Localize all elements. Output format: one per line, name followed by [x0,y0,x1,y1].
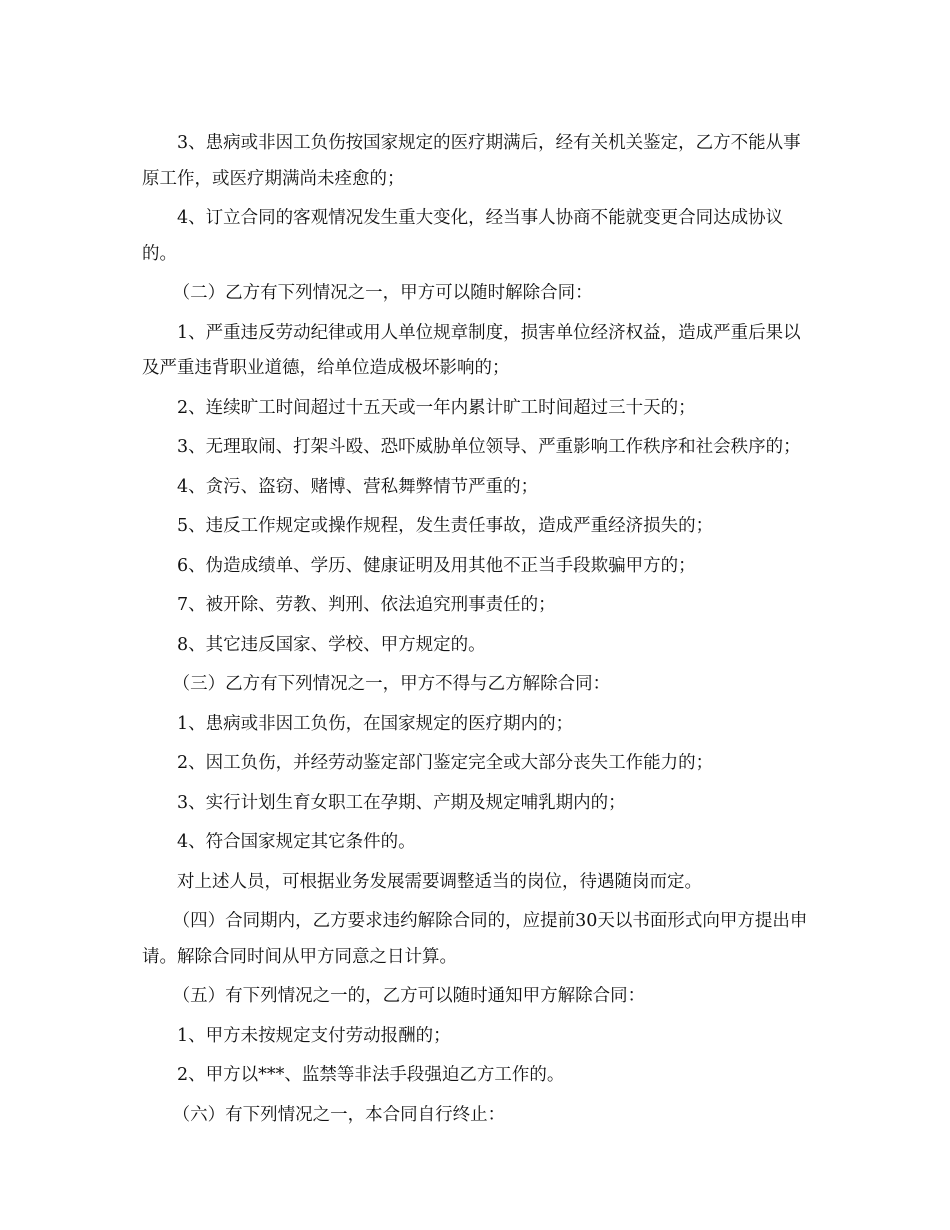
document-body [142,126,812,1133]
section-heading: （三）乙方有下列情况之一，甲方不得与乙方解除合同： [172,674,611,694]
paragraph: 7、被开除、劳教、判刑、依法追究刑事责任的； [177,595,556,615]
section-heading: （二）乙方有下列情况之一，甲方可以随时解除合同： [172,283,593,303]
paragraph: 3、实行计划生育女职工在孕期、产期及规定哺乳期内的； [177,792,626,813]
section-heading: （四）合同期内，乙方要求违约解除合同的，应提前30天以书面形式向甲方提出申请。解除合同时间从甲方同意之日计算。 [142,911,808,967]
paragraph: 2、连续旷工时间超过十五天或一年内累计旷工时间超过三十天的； [177,397,696,418]
paragraph: 1、患病或非因工负伤，在国家规定的医疗期内的； [177,713,574,734]
section-heading: （六）有下列情况之一，本合同自行终止： [172,1104,506,1125]
paragraph: 1、严重违反劳动纪律或用人单位规章制度，损害单位经济权益，造成严重后果以及严重违背职业道德，给单位造成极坏影响的； [142,322,801,378]
paragraph: 5、违反工作规定或操作规程，发生责任事故，造成严重经济损失的； [177,516,714,536]
paragraph: 4、贪污、盗窃、赌博、营私舞弊情节严重的； [177,476,539,497]
paragraph: 2、因工负伤，并经劳动鉴定部门鉴定完全或大部分丧失工作能力的； [177,753,714,773]
paragraph: 3、无理取闹、打架斗殴、恐吓威胁单位领导、严重影响工作秩序和社会秩序的； [177,437,801,457]
paragraph: 4、符合国家规定其它条件的。 [177,832,416,852]
section-heading: （五）有下列情况之一的，乙方可以随时通知甲方解除合同： [172,986,646,1006]
paragraph: 2、甲方以***、监禁等非法手段强迫乙方工作的。 [177,1065,565,1085]
paragraph: 8、其它违反国家、学校、甲方规定的。 [177,634,486,655]
paragraph: 6、伪造成绩单、学历、健康证明及用其他不正当手段欺骗甲方的； [177,555,696,576]
paragraph: 1、甲方未按规定支付劳动报酬的； [177,1025,451,1046]
paragraph: 对上述人员，可根据业务发展需要调整适当的岗位，待遇随岗而定。 [177,871,702,892]
paragraph: 3、患病或非因工负伤按国家规定的医疗期满后，经有关机关鉴定，乙方不能从事原工作，或医疗期满尚未痊愈的； [142,133,801,189]
paragraph: 4、订立合同的客观情况发生重大变化，经当事人协商不能就变更合同达成协议的。 [142,208,784,264]
